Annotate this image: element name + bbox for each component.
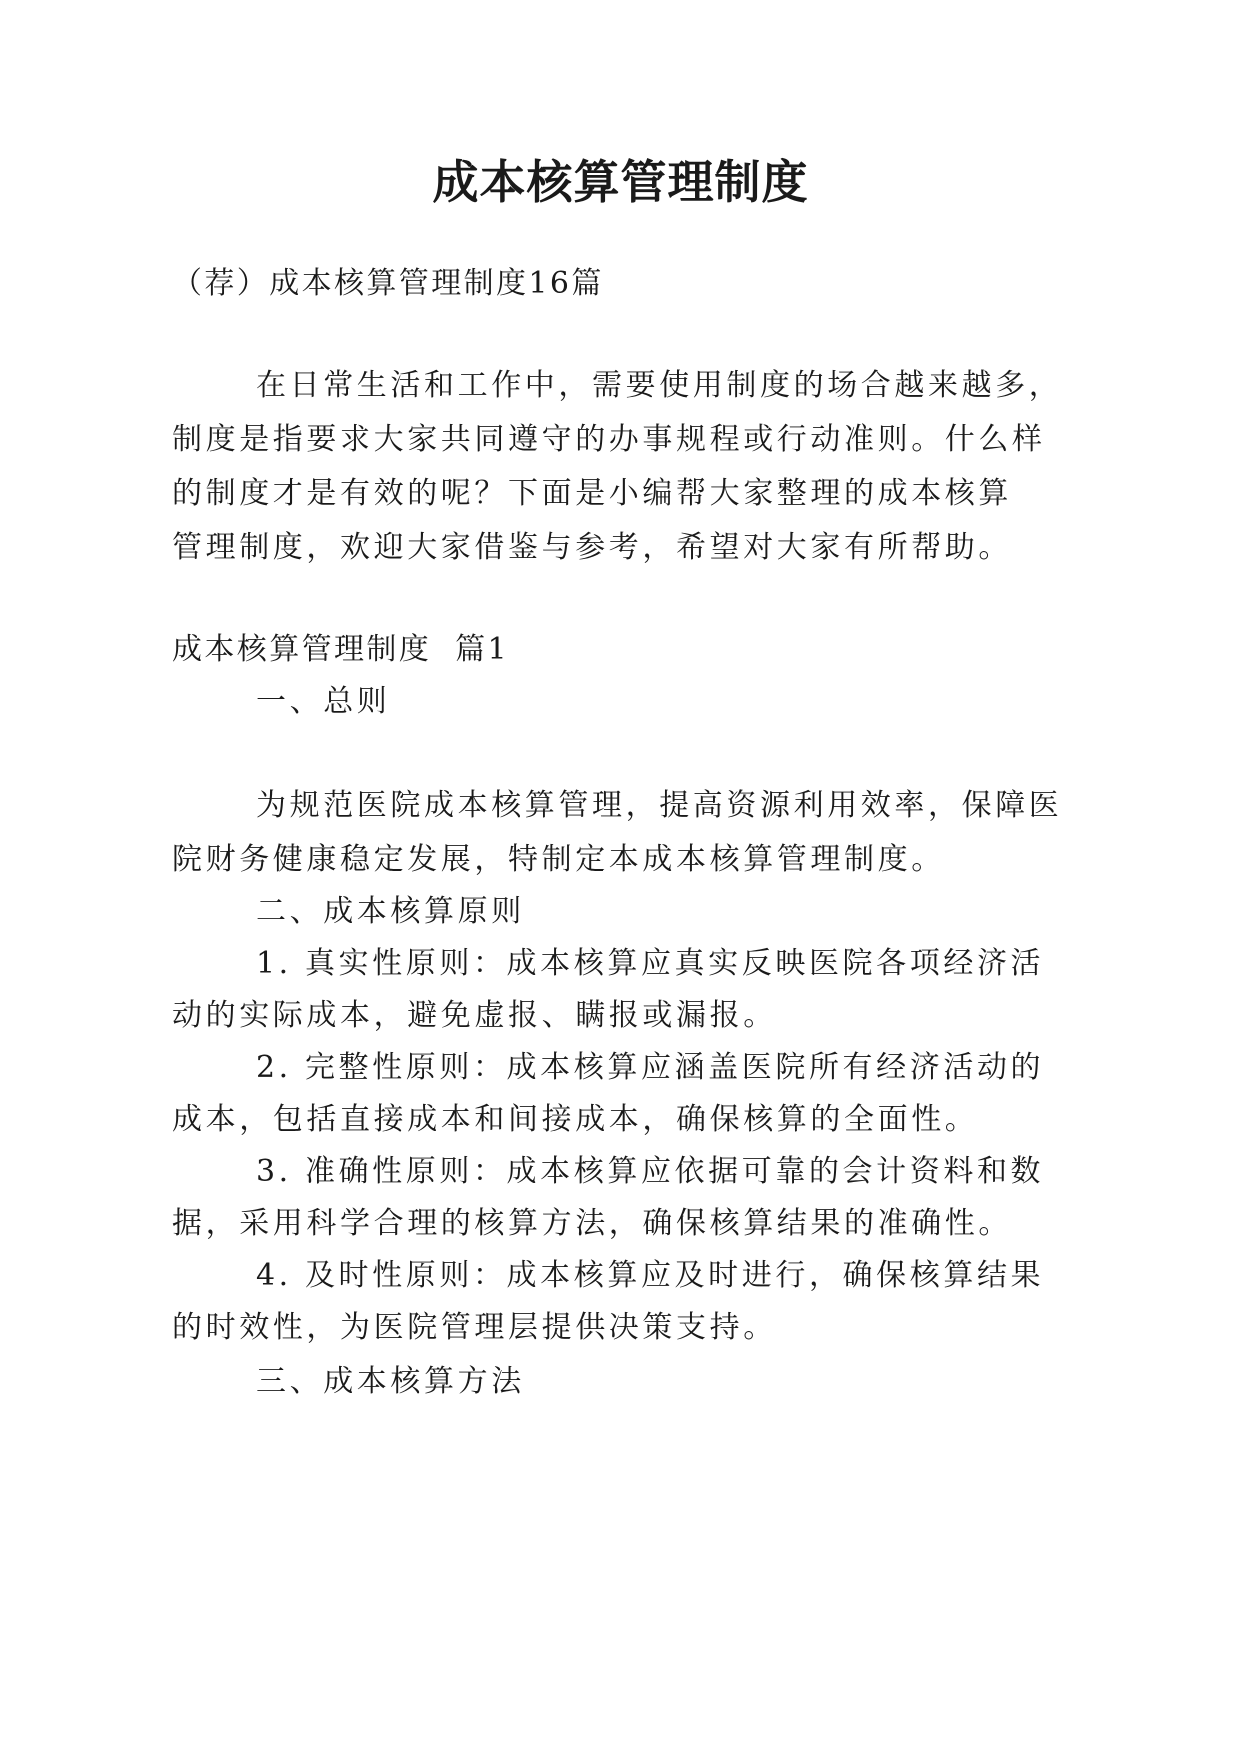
paragraph-general-line-2: 院财务健康稳定发展，特制定本成本核算管理制度。 bbox=[172, 842, 945, 877]
principle-3-line-2: 据，采用科学合理的核算方法，确保核算结果的准确性。 bbox=[172, 1206, 1012, 1241]
intro-line-3: 的制度才是有效的呢？下面是小编帮大家整理的成本核算 bbox=[172, 476, 1012, 511]
principle-2-line-2: 成本，包括直接成本和间接成本，确保核算的全面性。 bbox=[172, 1102, 979, 1137]
section-heading: 成本核算管理制度 篇1 bbox=[172, 632, 509, 667]
heading-methods: 三、成本核算方法 bbox=[256, 1364, 525, 1399]
principle-2-line-1: 2. 完整性原则：成本核算应涵盖医院所有经济活动的 bbox=[256, 1050, 1045, 1085]
principle-1-line-2: 动的实际成本，避免虚报、瞒报或漏报。 bbox=[172, 998, 777, 1033]
intro-line-2: 制度是指要求大家共同遵守的办事规程或行动准则。什么样 bbox=[172, 422, 1046, 457]
paragraph-general-line-1: 为规范医院成本核算管理，提高资源利用效率，保障医 bbox=[256, 788, 1063, 823]
intro-line-4: 管理制度，欢迎大家借鉴与参考，希望对大家有所帮助。 bbox=[172, 530, 1012, 565]
principle-1-line-1: 1. 真实性原则：成本核算应真实反映医院各项经济活 bbox=[256, 946, 1045, 981]
heading-principles: 二、成本核算原则 bbox=[256, 894, 525, 929]
document-subtitle: （荐）成本核算管理制度16篇 bbox=[172, 266, 604, 301]
principle-4-line-1: 4. 及时性原则：成本核算应及时进行，确保核算结果 bbox=[256, 1258, 1045, 1293]
intro-line-1: 在日常生活和工作中，需要使用制度的场合越来越多， bbox=[256, 368, 1063, 403]
principle-4-line-2: 的时效性，为医院管理层提供决策支持。 bbox=[172, 1310, 777, 1345]
document-title: 成本核算管理制度 bbox=[432, 155, 809, 209]
principle-3-line-1: 3. 准确性原则：成本核算应依据可靠的会计资料和数 bbox=[256, 1154, 1045, 1189]
heading-general: 一、总则 bbox=[256, 684, 391, 719]
